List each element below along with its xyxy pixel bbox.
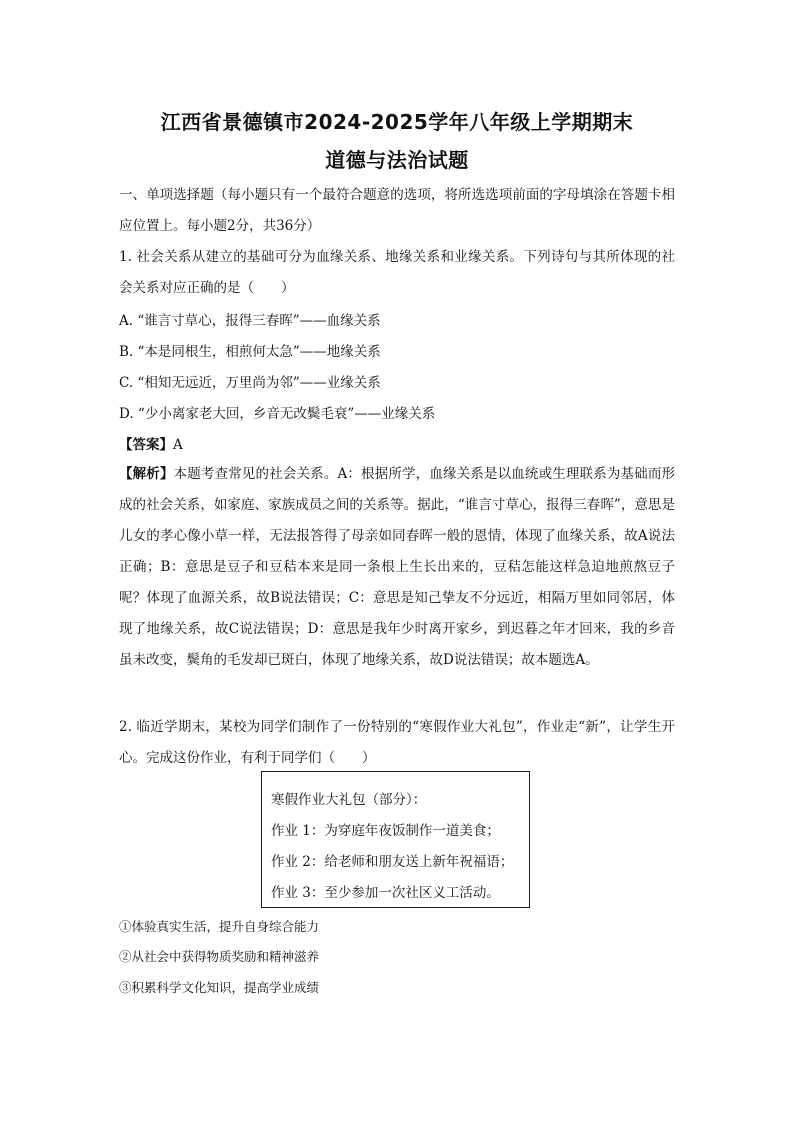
question-2-choice-1: ①体验真实生活，提升自身综合能力 bbox=[119, 919, 320, 934]
question-2-choice-2: ②从社会中获得物质奖励和精神滋养 bbox=[119, 949, 320, 964]
homework-package-box bbox=[261, 771, 530, 908]
question-1-option-d: D. “少小离家老大回，乡音无改鬓毛衰”——业缘关系 bbox=[119, 406, 436, 422]
section-heading: 一、单项选择题（每小题只有一个最符合题意的选项，将所选选项前面的字母填涂在答题卡相应位置上。每小题2分，共36分） bbox=[119, 187, 675, 234]
answer-value: A bbox=[173, 437, 183, 453]
question-2-choice-3: ③积累科学文化知识，提高学业成绩 bbox=[119, 980, 320, 995]
homework-item: 作业 3：至少参加一次社区义工活动。 bbox=[271, 885, 500, 901]
question-2-stem: 2. 临近学期末，某校为同学们制作了一份特别的“寒假作业大礼包”，作业走“新”，让学生开心。完成这份作业，有利于同学们（ ） bbox=[119, 719, 675, 766]
question-1-stem: 1. 社会关系从建立的基础可分为血缘关系、地缘关系和业缘关系。下列诗句与其所体现的社会关系对应正确的是（ ） bbox=[119, 249, 675, 296]
analysis-label: 【解析】 bbox=[119, 466, 174, 482]
analysis-text: 本题考查常见的社会关系。A：根据所学，血缘关系是以血统或生理联系为基础而形成的社会关系，如家庭、家族成员之间的关系等。据此，“谁言寸草心，报得三春晖”，意思是儿女的孝心像小草一样，无法报答得了母亲如同春晖一般的恩情，体现了血缘关系，故A说法正确；B：意思是豆子和豆秸本来是同一条根上生长出来的，豆秸怎能这样急迫地煎熬豆子呢？体现了血源关系，故B说法错误；C：意思是知己挚友不分远近，相隔万里如同邻居，体现了地缘关系，故C说法错误；D：意思是我年少时离开家乡，到迟暮之年才回来，我的乡音虽未改变，鬓角的毛发却已斑白，体现了地缘关系，故D说法错误；故本题选A。 bbox=[119, 466, 675, 668]
homework-item: 作业 1：为穿庭年夜饭制作一道美食； bbox=[271, 823, 500, 839]
question-1-answer bbox=[119, 435, 679, 455]
question-1-option-a: A. “谁言寸草心，报得三春晖”——血缘关系 bbox=[119, 313, 381, 329]
exam-title: 江西省景德镇市2024-2025学年八年级上学期期末 bbox=[160, 110, 634, 134]
homework-item: 作业 2：给老师和朋友送上新年祝福语； bbox=[271, 854, 514, 870]
question-1-analysis bbox=[119, 459, 675, 676]
question-1-option-c: C. “相知无远近，万里尚为邻”——业缘关系 bbox=[119, 375, 381, 391]
homework-box-title: 寒假作业大礼包（部分）： bbox=[271, 792, 427, 808]
answer-label: 【答案】 bbox=[119, 437, 173, 453]
exam-subtitle: 道德与法治试题 bbox=[325, 148, 469, 172]
question-1-option-b: B. “本是同根生，相煎何太急”——地缘关系 bbox=[119, 344, 381, 360]
